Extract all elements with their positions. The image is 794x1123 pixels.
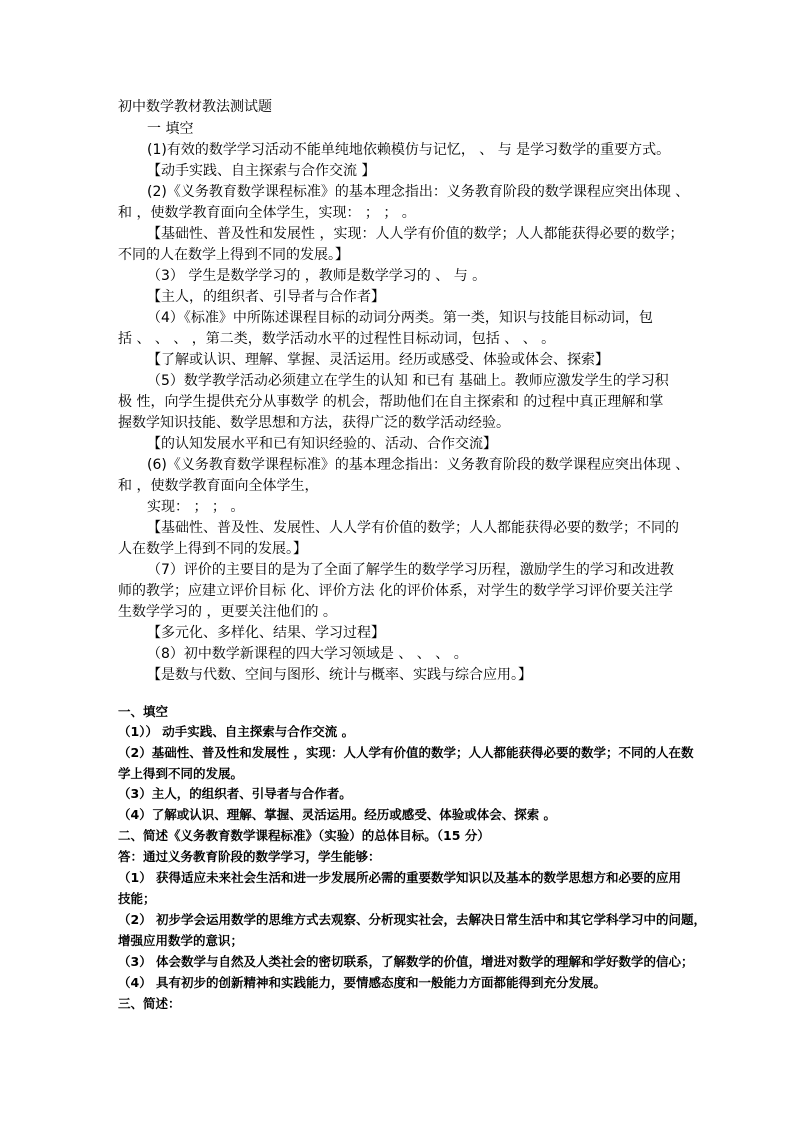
question-line: 实现： ； ； 。	[147, 499, 245, 515]
doc-title: 初中数学教材教法测试题	[118, 99, 272, 115]
answer-line: 人在数学上得到不同的发展。】	[118, 541, 307, 557]
answer-line: 【的认知发展水平和已有知识经验的、活动、合作交流】	[147, 436, 497, 452]
question-line: 生数学学习的 ，更要关注他们的 。	[118, 604, 337, 620]
answer-line: 【基础性、普及性、发展性、人人学有价值的数学；人人都能获得必要的数学；不同的	[147, 520, 679, 536]
answer-line: （2）基础性、普及性和发展性 ，实现：人人学有价值的数学；人人都能获得必要的数学；不同的人在数	[118, 745, 694, 760]
question-line: （5）数学教学活动必须建立在学生的认知 和已有 基础上。教师应激发学生的学习积	[147, 373, 669, 389]
question-line: 括 、 、 、 ，第二类，数学活动水平的过程性目标动词，包括 、 、 。	[118, 331, 556, 347]
question-line: (1)有效的数学学习活动不能单纯地依赖模仿与记忆， 、 与 是学习数学的重要方式。	[147, 142, 671, 158]
section-heading: 一 填空	[147, 121, 194, 137]
question-line: 和 ，使数学教育面向全体学生，实现： ； ； 。	[118, 205, 416, 221]
section-heading: 一、填空	[118, 704, 169, 719]
answer-line: （2） 初步学会运用数学的思维方式去观察、分析现实社会，去解决日常生活中和其它学科学习中的问题，	[118, 912, 707, 927]
answer-line: 不同的人在数学上得到不同的发展。】	[118, 247, 349, 263]
answer-line: 【是数与代数、空间与图形、统计与概率、实践与综合应用。】	[147, 667, 532, 683]
section-heading: 二、简述《义务教育数学课程标准》（实验）的总体目标。（15 分）	[118, 828, 490, 843]
answer-line: （4） 具有初步的创新精神和实践能力，要情感态度和一般能力方面都能得到充分发展。	[118, 975, 607, 990]
answer-line: （3）主人，的组织者、引导者与合作者。	[118, 786, 352, 801]
answer-line: 技能；	[118, 891, 156, 906]
answer-line: 【多元化、多样化、结果、学习过程】	[147, 625, 385, 641]
question-line: （4）《标准》中所陈述课程目标的动词分两类。第一类，知识与技能目标动词，包	[147, 310, 653, 326]
answer-line: （4）了解或认识、理解、掌握、灵活运用。经历或感受、体验或体会、探索 。	[118, 807, 557, 822]
section-heading: 三、简述：	[118, 996, 181, 1011]
question-line: （3） 学生是数学学习的 ，教师是数学学习的 、 与 。	[147, 268, 487, 284]
question-line: 师的教学；应建立评价目标 化、评价方法 化的评价体系，对学生的数学学习评价要关注学	[118, 583, 673, 599]
question-line: (2)《义务教育数学课程标准》的基本理念指出：义务教育阶段的数学课程应突出体现 、	[147, 184, 690, 200]
answer-line: 答：通过义务教育阶段的数学学习，学生能够：	[118, 849, 381, 864]
answer-line: 【基础性、普及性和发展性 ，实现：人人学有价值的数学；人人都能获得必要的数学；	[147, 226, 684, 242]
answer-line: 增强应用数学的意识；	[118, 933, 244, 948]
question-line: （7）评价的主要目的是为了全面了解学生的数学学习历程，激励学生的学习和改进教	[147, 562, 674, 578]
answer-line: 【主人，的组织者、引导者与合作者】	[147, 289, 385, 305]
question-line: （8）初中数学新课程的四大学习领域是 、 、 、 。	[147, 646, 468, 662]
question-line: 和 ，使数学教育面向全体学生，	[118, 478, 319, 494]
answer-line: （1） 获得适应未来社会生活和进一步发展所必需的重要数学知识以及基本的数学思想方和必要的应用	[118, 870, 682, 885]
answer-line: 【动手实践、自主探索与合作交流 】	[147, 163, 376, 179]
answer-line: 【了解或认识、理解、掌握、灵活运用。经历或感受、体验或体会、探索】	[147, 352, 609, 368]
question-line: 握数学知识技能、数学思想和方法，获得广泛的数学活动经验。	[118, 415, 510, 431]
question-line: 极 性，向学生提供充分从事数学 的机会，帮助他们在自主探索和 的过程中真正理解和掌	[118, 394, 664, 410]
answer-line: （3） 体会数学与自然及人类社会的密切联系，了解数学的价值，增进对数学的理解和学好数学的信心；	[118, 954, 694, 969]
answer-line: （1）） 动手实践、自主探索与合作交流 。	[118, 724, 355, 739]
answer-line: 学上得到不同的发展。	[118, 766, 244, 781]
question-line: (6)《义务教育数学课程标准》的基本理念指出：义务教育阶段的数学课程应突出体现 、	[147, 457, 690, 473]
